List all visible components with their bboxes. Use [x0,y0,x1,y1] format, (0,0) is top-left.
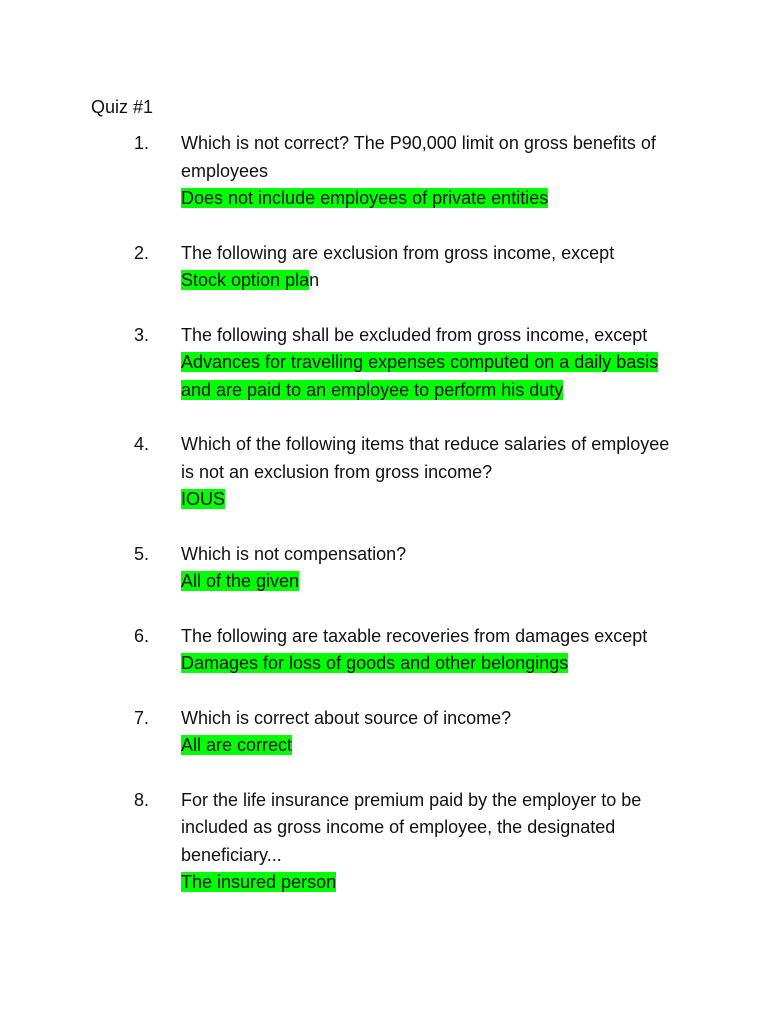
question-item [0,431,768,514]
question-body [181,240,681,295]
question-number: 3. [134,324,150,345]
question-item [0,541,768,596]
answer-line [181,650,681,678]
question-number: 8. [134,789,150,810]
question-item [0,787,768,897]
question-item [0,705,768,760]
quiz-title: Quiz #1 [91,97,154,117]
question-number: 5. [134,543,150,564]
answer-line [181,568,681,596]
question-text: Which is not correct? The P90,000 limit on gross benefits of employees [181,133,656,181]
question-number: 1. [134,133,150,153]
question-item [0,240,768,295]
question-item [0,623,768,678]
answer-rest: n [309,270,320,290]
question-text: The following are exclusion from gross income, except [181,242,615,263]
answer-highlight: Advances for travelling expenses computed on a daily basis and are paid to an employee to perform his duty [181,352,659,400]
question-text: Which of the following items that reduce salaries of employee is not an exclusion from gross income? [181,434,670,482]
answer-line [181,349,681,404]
question-body [181,130,681,213]
question-body [181,322,681,405]
question-number: 2. [134,242,150,263]
question-list [0,130,768,924]
question-item [0,130,768,213]
question-number: 6. [134,625,150,646]
question-item [0,322,768,405]
question-text: Which is correct about source of income? [181,707,512,728]
answer-highlight: Does not include employees of private entities [181,188,549,208]
question-body [181,431,681,514]
answer-highlight: The insured person [181,872,337,892]
question-text: The following are taxable recoveries from damages except [181,625,648,646]
question-text: For the life insurance premium paid by the employer to be included as gross income of employee, the designated beneficiary... [181,789,642,865]
answer-highlight: All are correct [181,735,293,755]
question-text: The following shall be excluded from gross income, except [181,324,648,345]
answer-highlight: IOUS [181,489,226,509]
answer-highlight: Stock option pla [181,270,310,290]
answer-line [181,486,681,514]
question-body [181,705,681,760]
question-number: 4. [134,434,150,454]
answer-highlight: All of the given [181,571,300,591]
question-body [181,541,681,596]
answer-line [181,185,681,213]
answer-line [181,267,681,295]
question-body [181,623,681,678]
question-body [181,787,681,897]
question-text: Which is not compensation? [181,543,407,564]
answer-line [181,732,681,760]
answer-highlight: Damages for loss of goods and other belongings [181,653,569,673]
question-number: 7. [134,707,150,728]
answer-line [181,869,681,897]
